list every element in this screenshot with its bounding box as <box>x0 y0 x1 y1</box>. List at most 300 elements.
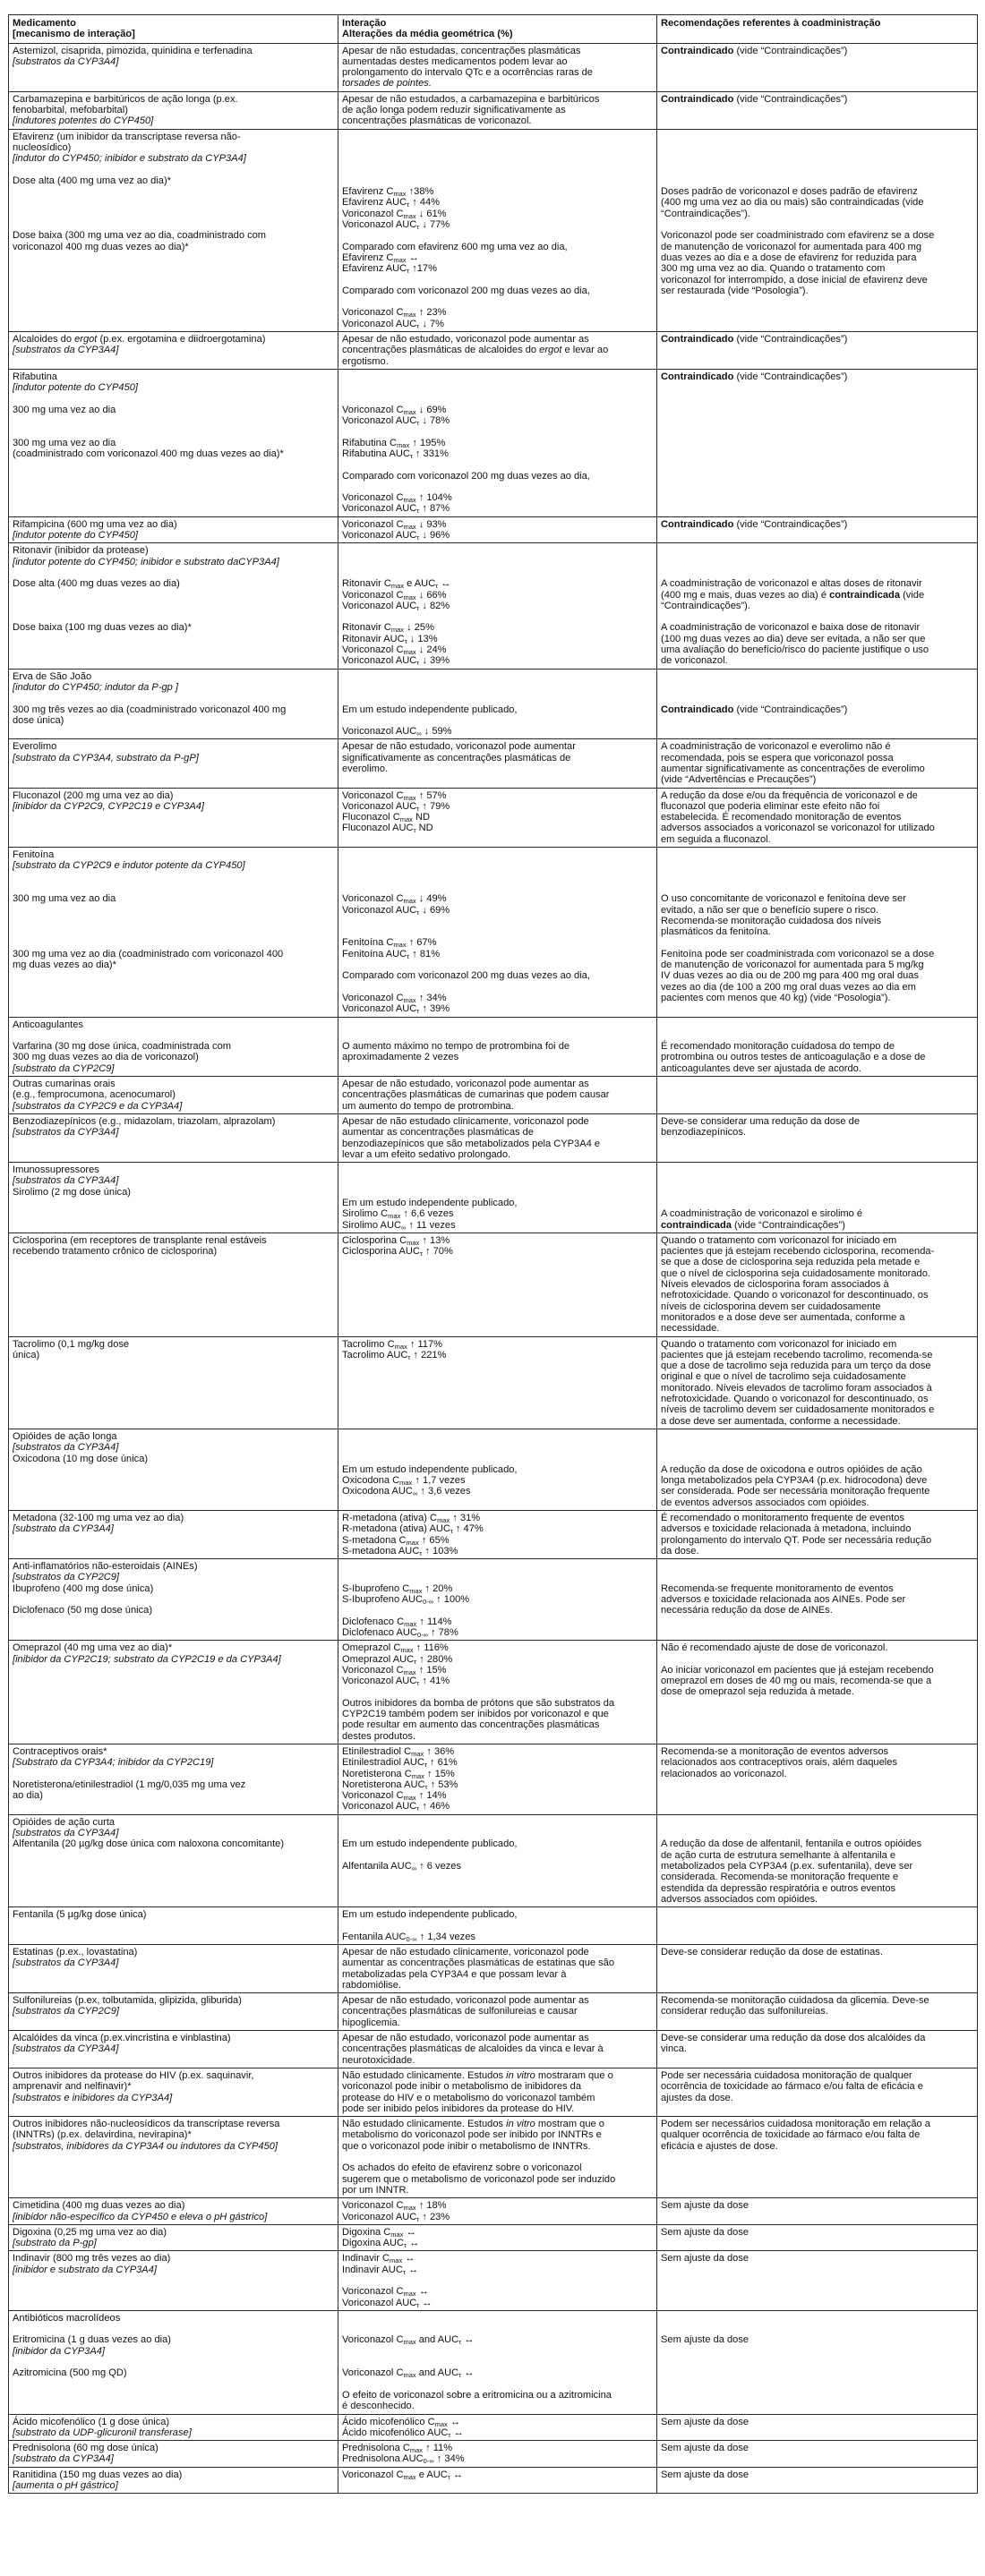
cell-line: Voriconazol $C_{max}$ ↓ 69% <box>342 404 447 416</box>
cell-line: Voriconazol $AUC_\tau$ ↓ 69% <box>342 904 450 917</box>
cell-line: Ranitidina (150 mg duas vezes ao dia) <box>13 2469 183 2480</box>
cell-line: Voriconazol $C_{max}$ ↓ 49% <box>342 893 447 906</box>
cell-line: Sirolimo $C_{max}$ ↑ 6,6 vezes <box>342 1208 454 1221</box>
cell-interacao <box>338 1993 657 2031</box>
cell-medicamento <box>9 516 338 543</box>
cell-line: Sem ajuste da dose <box>661 2469 749 2480</box>
cell-line <box>13 937 334 948</box>
cell-line <box>13 883 334 893</box>
cell-line: Fenitoína <box>13 849 55 861</box>
cell-line: eficácia e ajustes de dose. <box>661 2140 778 2152</box>
cell-line: IV duas vezes ao dia ou de 200 mg para 400 mg oral duas <box>661 970 920 982</box>
cell-line: considerar redução das sulfonilureias. <box>661 2006 828 2017</box>
table-row <box>9 1077 978 1114</box>
table-row <box>9 369 978 516</box>
cell-medicamento <box>9 2224 338 2251</box>
table-row <box>9 669 978 739</box>
cell-medicamento <box>9 129 338 331</box>
cell-line: Sulfonilureias (p.ex, tolbutamida, glipizida, gliburida) <box>13 1995 242 2007</box>
cell-medicamento <box>9 1907 338 1945</box>
cell-line: Voriconazol $C_{max}$ and $AUC_\tau$ ↔ <box>342 2334 475 2347</box>
cell-line: Voriconazol $C_{max}$ ↑ 57% <box>342 789 447 802</box>
cell-line: 300 mg uma vez ao dia (coadministrado com voriconazol 400 <box>13 948 284 960</box>
cell-line: Indinavir (800 mg três vezes ao dia) <box>13 2253 171 2265</box>
cell-line <box>661 2313 973 2324</box>
cell-line: Efavirenz $AUC_\tau$ ↑17% <box>342 263 437 276</box>
cell-line: de ação longa podem reduzir significativamente as <box>342 105 566 116</box>
cell-line: significativamente as concentrações plasmáticas de <box>342 752 571 763</box>
cell-line: Outras cumarinas orais <box>13 1079 116 1090</box>
cell-interacao <box>338 2441 657 2468</box>
cell-interacao <box>338 2198 657 2225</box>
cell-interacao <box>338 2414 657 2441</box>
cell-line: A redução da dose de oxicodona e outros opióides de ação <box>661 1463 922 1475</box>
cell-line <box>342 230 653 241</box>
cell-line: Rifabutina $C_{max}$ ↑ 195% <box>342 437 446 449</box>
cell-medicamento <box>9 1559 338 1641</box>
cell-line <box>342 275 653 286</box>
cell-recomendacao <box>657 91 978 129</box>
cell-recomendacao <box>657 1993 978 2031</box>
cell-medicamento <box>9 1429 338 1510</box>
cell-line <box>342 982 653 993</box>
table-row <box>9 1944 978 1992</box>
cell-line: Fenitoína pode ser coadministrada com voriconazol se a dose <box>661 948 935 960</box>
cell-line <box>342 2346 653 2357</box>
cell-line: fluconazol que poderia eliminar este efeito não foi <box>661 800 880 812</box>
cell-interacao <box>338 1641 657 1744</box>
cell-line: Voriconazol $AUC_\tau$ ↓ 78% <box>342 415 450 428</box>
cell-medicamento <box>9 1163 338 1233</box>
cell-line: Voriconazol $C_{max}$ e $AUC_\tau$ ↔ <box>342 2469 463 2481</box>
cell-interacao <box>338 739 657 788</box>
cell-line: ao dia) <box>13 1790 43 1802</box>
cell-recomendacao <box>657 2310 978 2414</box>
cell-line: [indutores potentes do CYP450] <box>13 115 154 127</box>
header-col1-subtitle: [mecanismo de interação] <box>13 29 135 40</box>
cell-line: Ao iniciar voriconazol em pacientes que já estejam recebendo <box>661 1664 934 1676</box>
cell-line <box>661 567 973 578</box>
cell-line <box>13 2324 334 2334</box>
cell-line: necessária redução da dose de AINEs. <box>661 1605 833 1616</box>
cell-line <box>342 175 653 186</box>
cell-line: Etinilestradiol $C_{max}$ ↑ 36% <box>342 1745 455 1758</box>
cell-line <box>342 459 653 470</box>
table-row <box>9 543 978 669</box>
cell-line: [indutor do CYP450; inibidor e substrato da CYP3A4] <box>13 153 246 165</box>
cell-interacao <box>338 1814 657 1906</box>
cell-line: de eventos adversos associados com opióides. <box>661 1497 869 1508</box>
cell-medicamento <box>9 1744 338 1814</box>
cell-line <box>661 1030 973 1041</box>
cell-line: Comparado com voriconazol 200 mg duas vezes ao dia, <box>342 470 590 482</box>
cell-interacao <box>338 2310 657 2414</box>
cell-line: Contraindicado (vide “Contraindicações”) <box>661 93 848 105</box>
cell-medicamento <box>9 2441 338 2468</box>
cell-line: Rifabutina $AUC_\tau$ ↑ 331% <box>342 448 449 460</box>
cell-line: [substratos da CYP3A4] <box>13 1958 119 1969</box>
cell-interacao <box>338 1429 657 1510</box>
cell-line <box>342 371 653 382</box>
cell-line: Apesar de não estudado, voriconazol pode aumentar as <box>342 2033 589 2044</box>
cell-line: Níveis elevados de ciclosporina foram associados à <box>661 1279 889 1291</box>
cell-line <box>342 132 653 142</box>
cell-line: S-Ibuprofeno $AUC_{0-\infty}$ ↑ 100% <box>342 1594 470 1607</box>
cell-line: Anti-inflamatórios não-esteroidais (AINEs) <box>13 1561 198 1573</box>
cell-line: qualquer ocorrência de toxicidade ao fármaco e/ou falta de <box>661 2129 921 2141</box>
cell-line: [substrato da P-gp] <box>13 2238 97 2249</box>
cell-interacao <box>338 788 657 847</box>
cell-medicamento <box>9 1017 338 1076</box>
table-row <box>9 1993 978 2031</box>
table-row <box>9 1163 978 1233</box>
cell-line: Tacrolimo $AUC_\tau$ ↑ 221% <box>342 1349 447 1361</box>
cell-line: 300 mg uma vez ao dia <box>13 404 116 415</box>
cell-line <box>13 916 334 926</box>
cell-line <box>661 153 973 164</box>
cell-line: de manutenção de voriconazol for aumentada para 5 mg/kg <box>661 960 924 971</box>
cell-line: hipoglicemia. <box>342 2017 400 2028</box>
cell-line: A redução da dose e/ou da frequência de voriconazol e de <box>661 789 918 801</box>
cell-line: [inibidor da CYP2C19; substrato da CYP2C19 e da CYP3A4] <box>13 1653 281 1665</box>
table-row <box>9 1429 978 1510</box>
cell-line: voriconazol pode inibir o metabolismo de inibidores da <box>342 2081 582 2093</box>
table-row <box>9 2251 978 2310</box>
cell-line: duas vezes ao dia e a dose de efavirenz for reduzida para <box>661 252 917 263</box>
cell-interacao <box>338 2068 657 2116</box>
cell-line: [substratos, inibidores da CYP3A4 ou indutores da CYP450] <box>13 2140 278 2152</box>
cell-medicamento <box>9 91 338 129</box>
cell-line: Ácido micofenólico $AUC_\tau$ ↔ <box>342 2427 464 2439</box>
cell-line: a dose deve ser aumentada, conforme a necessidade. <box>661 1415 901 1427</box>
cell-line: Fenitoína $C_{max}$ ↑ 67% <box>342 937 437 950</box>
cell-line: Recomenda-se monitoração cuidadosa da glicemia. Deve-se <box>661 1995 929 2007</box>
cell-line <box>342 2357 653 2367</box>
header-col1-title: Medicamento <box>13 18 76 29</box>
cell-line: [substrato da CYP2C9] <box>13 1062 115 1074</box>
cell-line <box>661 682 973 693</box>
cell-line: Cimetidina (400 mg duas vezes ao dia) <box>13 2200 185 2212</box>
cell-recomendacao <box>657 2251 978 2310</box>
cell-line: pacientes que já estejam recebendo ciclosporina, recomenda- <box>661 1246 935 1258</box>
cell-line <box>342 1030 653 1041</box>
cell-line <box>661 1187 973 1198</box>
cell-line: Efavirenz $AUC_\tau$ ↑ 44% <box>342 197 441 209</box>
cell-line: [Substrato da CYP3A4; inibidor da CYP2C19] <box>13 1757 214 1769</box>
cell-line: Sem ajuste da dose <box>661 2253 749 2265</box>
cell-line <box>661 219 973 230</box>
cell-line: aumentar as concentrações plasmáticas de <box>342 1127 534 1139</box>
cell-recomendacao <box>657 2224 978 2251</box>
cell-line: Em um estudo independente publicado, <box>342 1197 518 1208</box>
header-col2-title: Interação <box>342 18 387 29</box>
cell-medicamento <box>9 332 338 370</box>
cell-line <box>342 849 653 860</box>
cell-line <box>13 693 334 704</box>
cell-line <box>661 937 973 948</box>
cell-line: pode ser inibido pelos inibidores da protease do HIV. <box>342 2103 575 2114</box>
cell-line <box>13 1030 334 1041</box>
table-row <box>9 1744 978 1814</box>
cell-recomendacao <box>657 2414 978 2441</box>
cell-line: Anticoagulantes <box>13 1019 83 1030</box>
cell-line: vezes ao dia (de 100 a 200 mg oral duas vezes ao dia em <box>661 981 916 993</box>
cell-line: Efavirenz $C_{max}$ ↔ <box>342 252 419 264</box>
cell-line: Deve-se considerar uma redução da dose de <box>661 1115 861 1127</box>
cell-line <box>661 860 973 871</box>
cell-line: Voriconazol $C_{max}$ and $AUC_\tau$ ↔ <box>342 2367 475 2380</box>
cell-medicamento <box>9 1077 338 1114</box>
cell-line: Contraceptivos orais* <box>13 1745 107 1757</box>
cell-recomendacao <box>657 129 978 331</box>
cell-interacao <box>338 1017 657 1076</box>
cell-line <box>661 1828 973 1838</box>
cell-line: nefrotoxicidade. Quando o voriconazol for descontinuado, os <box>661 1394 929 1405</box>
cell-line: Digoxina (0,25 mg uma vez ao dia) <box>13 2226 167 2238</box>
cell-line <box>342 426 653 437</box>
header-interacao <box>338 15 657 44</box>
cell-medicamento <box>9 2117 338 2198</box>
cell-line: Estatinas (p.ex., lovastatina) <box>13 1946 138 1958</box>
cell-line: Voriconazol $C_{max}$ ↓ 66% <box>342 589 447 601</box>
cell-line <box>342 394 653 405</box>
cell-line <box>342 1164 653 1175</box>
cell-line <box>342 2275 653 2286</box>
cell-line: ser restaurada (vide “Posologia”). <box>661 285 809 296</box>
cell-line: Oxicodona $AUC_\infty$ ↑ 3,6 vezes <box>342 1486 471 1498</box>
cell-interacao <box>338 2031 657 2068</box>
table-row <box>9 2224 978 2251</box>
cell-line <box>13 186 334 197</box>
table-row <box>9 129 978 331</box>
cell-line: níveis de ciclosporina devem ser cuidadosamente <box>661 1301 881 1312</box>
cell-line: Os achados do efeito de efavirenz sobre o voriconazol <box>342 2162 582 2174</box>
cell-line: benzodiazepínicos. <box>661 1127 746 1139</box>
cell-line: Sem ajuste da dose <box>661 2200 749 2212</box>
cell-line: Voriconazol $AUC_\infty$ ↓ 59% <box>342 726 452 738</box>
cell-line: S-metadona $AUC_\tau$ ↑ 103% <box>342 1545 458 1557</box>
cell-line: Apesar de não estudado, voriconazol pode aumentar as <box>342 1995 589 2007</box>
cell-line: A coadministração de voriconazol e everolimo não é <box>661 741 891 753</box>
cell-interacao <box>338 332 657 370</box>
cell-line: Omeprazol $C_{max}$ ↑ 116% <box>342 1642 449 1655</box>
cell-line <box>342 611 653 622</box>
cell-line: Ritonavir (inibidor da protease) <box>13 545 149 557</box>
cell-line <box>661 1442 973 1453</box>
cell-line: benzodiazepínicos que são metabolizados pela CYP3A4 e <box>342 1138 601 1149</box>
cell-line: A coadministração de voriconazol e sirolimo é <box>661 1208 863 1220</box>
cell-line: Sirolimo $AUC_\infty$ ↑ 11 vezes <box>342 1219 456 1232</box>
cell-medicamento <box>9 739 338 788</box>
cell-line <box>342 382 653 393</box>
cell-medicamento <box>9 2310 338 2414</box>
cell-line: Ibuprofeno (400 mg dose única) <box>13 1582 154 1594</box>
cell-line: Voriconazol $C_{max}$ ↑ 34% <box>342 992 447 1004</box>
cell-line: Oxicodona $C_{max}$ ↑ 1,7 vezes <box>342 1475 466 1488</box>
cell-line: Apesar de não estudado clinicamente, voriconazol pode <box>342 1946 589 1958</box>
cell-interacao <box>338 1744 657 1814</box>
cell-line: sugerem que o metabolismo de voriconazol pode ser induzido <box>342 2173 616 2185</box>
cell-line: (400 mg uma vez ao dia ou mais) são contraindicadas (vide <box>661 197 924 209</box>
cell-line: Voriconazol $AUC_\tau$ ↓ 82% <box>342 600 450 612</box>
cell-line: Opióides de ação longa <box>13 1430 117 1442</box>
cell-line: pacientes com menos que 40 kg) (vide “Posologia”). <box>661 992 891 1003</box>
cell-medicamento <box>9 2068 338 2116</box>
cell-line: de ação curta de estrutura semelhante à alfentanila e <box>661 1849 896 1861</box>
cell-line: Carbamazepina e barbitúricos de ação longa (p.ex. <box>13 93 238 105</box>
cell-line: [substrato da CYP3A4, substrato da P-gP] <box>13 752 199 763</box>
table-row <box>9 2310 978 2414</box>
cell-line: única) <box>13 1349 40 1361</box>
cell-recomendacao <box>657 739 978 788</box>
cell-line <box>661 2324 973 2334</box>
cell-line: Tacrolimo (0,1 mg/kg dose <box>13 1338 130 1350</box>
cell-line <box>661 1198 973 1208</box>
cell-line: Contraindicado (vide “Contraindicações”) <box>661 704 848 715</box>
cell-line: amprenavir and nelfinavir)* <box>13 2081 132 2093</box>
cell-line <box>342 1442 653 1453</box>
cell-line: Astemizol, cisaprida, pimozida, quinidina e terfenadina <box>13 45 253 56</box>
cell-line: metabolismo do voriconazol pode ser inibido por INNTRs e <box>342 2129 602 2141</box>
table-body <box>9 43 978 2494</box>
cell-line <box>661 1164 973 1175</box>
cell-line: Efavirenz (um inibidor da transcriptase reversa não- <box>13 131 241 142</box>
cell-line: Oxicodona (10 mg dose única) <box>13 1453 149 1464</box>
cell-line: Voriconazol $AUC_\tau$ ↓ 96% <box>342 530 450 542</box>
cell-line: Voriconazol pode ser coadministrado com efavirenz se a dose <box>661 230 935 242</box>
cell-line: concentrações plasmáticas de voriconazol. <box>342 115 532 127</box>
cell-medicamento <box>9 2414 338 2441</box>
cell-line: vinca. <box>661 2043 687 2055</box>
cell-recomendacao <box>657 669 978 739</box>
cell-line: Ritonavir $AUC_\tau$ ↓ 13% <box>342 633 438 645</box>
interaction-table <box>8 14 978 2494</box>
cell-line: Alfentanila $AUC_\infty$ ↑ 6 vezes <box>342 1860 462 1872</box>
cell-line <box>342 567 653 578</box>
cell-recomendacao <box>657 2198 978 2225</box>
cell-line <box>661 545 973 556</box>
cell-recomendacao <box>657 848 978 1017</box>
cell-line: Voriconazol $AUC_\tau$ ↑ 41% <box>342 1676 450 1688</box>
cell-line <box>342 1187 653 1198</box>
cell-interacao <box>338 91 657 129</box>
cell-line <box>13 2357 334 2367</box>
cell-medicamento <box>9 2467 338 2494</box>
cell-recomendacao <box>657 1233 978 1336</box>
cell-line <box>661 883 973 893</box>
cell-line: metabolizadas pela CYP3A4 e que possam levar à <box>342 1968 567 1980</box>
cell-line: é desconhecido. <box>342 2401 415 2412</box>
cell-line: voriconazol 400 mg duas vezes ao dia)* <box>13 241 189 252</box>
cell-recomendacao <box>657 1744 978 1814</box>
cell-line <box>13 611 334 622</box>
cell-line <box>661 872 973 883</box>
cell-line: Metadona (32-100 mg uma vez ao dia) <box>13 1513 184 1523</box>
cell-line: Alcaloides do ergot (p.ex. ergotamina e diidroergotamina) <box>13 334 266 345</box>
cell-line: Indinavir $C_{max}$ ↔ <box>342 2253 415 2265</box>
cell-line: [indutor potente do CYP450; inibidor e substrato daCYP3A4] <box>13 556 279 567</box>
cell-line: rabdomiólise. <box>342 1979 401 1991</box>
cell-interacao <box>338 1077 657 1114</box>
cell-line: Voriconazol $C_{max}$ ↑ 18% <box>342 2200 447 2213</box>
cell-line: Outros inibidores da protease do HIV (p.ex. saquinavir, <box>13 2069 254 2081</box>
cell-line: Voriconazol $C_{max}$ ↓ 93% <box>342 518 447 531</box>
cell-medicamento <box>9 1944 338 1992</box>
cell-line: Quando o tratamento com voriconazol for iniciado em <box>661 1234 897 1246</box>
cell-line: Outros inibidores da bomba de prótons que são substratos da <box>342 1697 615 1709</box>
cell-line: Noretisterona $C_{max}$ ↑ 15% <box>342 1768 455 1780</box>
cell-line: [substratos da CYP2C9] <box>13 1572 120 1583</box>
cell-line: original e que o nível de tacrolimo seja cuidadosamente <box>661 1371 906 1383</box>
cell-line: [substratos da CYP3A4] <box>13 1828 119 1839</box>
table-row <box>9 1907 978 1945</box>
cell-line: Erva de São João <box>13 670 92 682</box>
cell-line: Apesar de não estudado clinicamente, voriconazol pode <box>342 1115 589 1127</box>
cell-line: se que a dose de ciclosporina seja reduzida pela metade e <box>661 1257 921 1268</box>
cell-line: que a dose de tacrolimo seja reduzida para um terço da dose <box>661 1361 931 1372</box>
cell-line: 300 mg uma vez ao dia <box>13 893 116 905</box>
cell-line: (INNTRs) (p.ex. delavirdina, nevirapina)* <box>13 2129 192 2141</box>
cell-line: considerada. Recomenda-se monitoração frequente e <box>661 1872 899 1883</box>
cell-line <box>342 960 653 970</box>
cell-line: Recomenda-se a monitoração de eventos adversos <box>661 1745 889 1757</box>
cell-line: nefrotoxicidade. Quando o voriconazol for descontinuado, os <box>661 1290 929 1301</box>
cell-line <box>342 557 653 567</box>
cell-line: [indutor potente do CYP450] <box>13 530 139 542</box>
cell-line <box>342 682 653 693</box>
cell-line: adversos e toxicidade relacionada aos AINEs. Pode ser <box>661 1594 906 1606</box>
cell-line: (e.g., femprocumona, acenocumarol) <box>13 1089 176 1101</box>
cell-line: prolongamento do intervalo QT. Pode ser necessária redução <box>661 1534 932 1546</box>
cell-line: [substratos e inibidores da CYP3A4] <box>13 2092 173 2103</box>
cell-line: Fentanila $AUC_{0-\infty}$ ↑ 1,34 vezes <box>342 1931 475 1943</box>
cell-line: [indutor do CYP450; indutor da P-gp ] <box>13 681 179 693</box>
cell-recomendacao <box>657 788 978 847</box>
cell-line: Digoxina $AUC_\tau$ ↔ <box>342 2238 420 2250</box>
cell-line: Voriconazol $C_{max}$ ↑ 14% <box>342 1790 447 1803</box>
table-row <box>9 2068 978 2116</box>
cell-line: aproximadamente 2 vezes <box>342 1052 459 1063</box>
cell-recomendacao <box>657 1017 978 1076</box>
cell-medicamento <box>9 669 338 739</box>
cell-line: Voriconazol $C_{max}$ ↑ 23% <box>342 307 447 320</box>
cell-interacao <box>338 1559 657 1641</box>
cell-line: S-Ibuprofeno $C_{max}$ ↑ 20% <box>342 1582 453 1595</box>
cell-line: adversos associados a voriconazol se voriconazol for utilizado <box>661 823 935 834</box>
cell-line: Dose alta (400 mg uma vez ao dia)* <box>13 175 171 186</box>
cell-line: A coadministração de voriconazol e baixa dose de ritonavir <box>661 622 921 634</box>
cell-line: pode resultar em aumento das concentrações plasmáticas <box>342 1719 600 1731</box>
cell-line <box>13 590 334 601</box>
header-recomendacoes <box>657 15 978 44</box>
table-row <box>9 43 978 91</box>
cell-recomendacao <box>657 1814 978 1906</box>
table-row <box>9 2198 978 2225</box>
cell-line: 300 mg duas vezes ao dia de voriconazol) <box>13 1052 199 1063</box>
cell-line <box>661 175 973 186</box>
cell-recomendacao <box>657 2467 978 2494</box>
cell-line: da dose. <box>661 1545 699 1557</box>
table-row <box>9 2467 978 2494</box>
cell-line <box>342 1572 653 1582</box>
cell-line: Contraindicado (vide “Contraindicações”) <box>661 45 848 56</box>
table-row <box>9 848 978 1017</box>
cell-line: [inibidor da CYP3A4] <box>13 2345 105 2357</box>
cell-line: levar a um efeito sedativo prolongado. <box>342 1148 511 1160</box>
cell-interacao <box>338 1944 657 1992</box>
cell-interacao <box>338 2117 657 2198</box>
cell-line: Voriconazol $C_{max}$ ↔ <box>342 2286 429 2299</box>
